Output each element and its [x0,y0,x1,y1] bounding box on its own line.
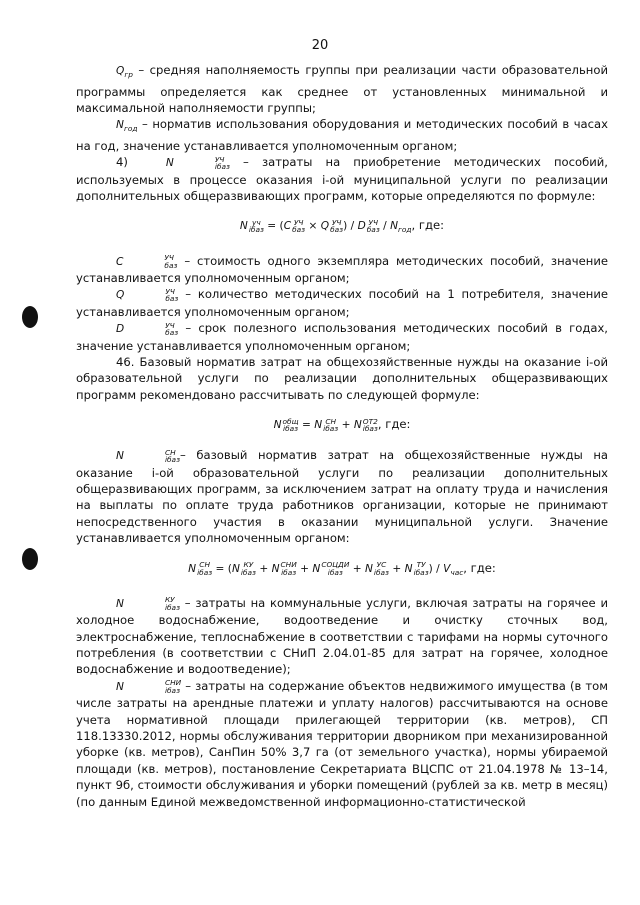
paragraph-quch: Q УЧ баз – количество методических пособий на 1 потребителя, значение устанавливается уполномоченным органом; [76,286,608,319]
symbol-ngod: $N_{год}$ [116,119,138,134]
paragraph-nsn: N СН iбаз – базовый норматив затрат на общехозяйственные нужды на оказание i-ой образовательной услуги по реализации дополнительных общеразвивающих программ, за исключением затрат на оплату труда и начисления на выплаты по оплате труда работников организации, которые не принимают непосредственного участия в оказании муниципальной услуги. Значение устанавливается уполномоченным органом: [76,447,608,546]
symbol-qgr: $Q_{гр}$ [116,65,133,80]
document-body [76,62,608,810]
formula-nobsh: N общ iбаз = N СН iбаз + N ОТ2 iбаз , где: [273,416,411,434]
formula-nuch: N уч iбаз = (C УЧ баз × Q УЧ баз ) / D УЧ баз / $N_{год}$, где: [239,218,445,235]
paragraph-nku: N КУ iбаз – затраты на коммунальные услуги, включая затраты на горячее и холодное водоснабжение, водоотведение и очистку сточных вод, электроснабжение, теплоснабжение в соответствии с тарифами на нормы суточного потребления (в соответствии с СНиП 2.04.01-85 для затрат на горячее, холодное водоснабжение и водоотведение); [76,595,608,677]
hole-punch-top [22,306,38,328]
paragraph-ngod: $N_{год}$ – норматив использования оборудования и методических пособий в часах на год, значение устанавливается уполномоченным органом; [76,117,608,153]
formula-nsn: N СН iбаз = (N КУ iбаз + N СНИ iбаз + N СОЦДИ iбаз + N УС iбаз + N ТУ iбаз ) / $V_{час}$, где: [188,560,496,577]
paragraph-duch: D УЧ баз – срок полезного использования методических пособий в годах, значение устанавливается уполномоченным органом; [76,320,608,353]
paragraph-qgr: $Q_{гр}$ – средняя наполняемость группы при реализации части образовательной программы определяется как среднее от установленных минимальной и максимальной наполняемости группы; [76,63,608,115]
page-number: 20 [311,38,329,53]
paragraph-cuch: C УЧ баз – стоимость одного экземпляра методических пособий, значение устанавливается уполномоченным органом; [76,253,608,285]
paragraph-item-4: 4) N УЧ iбаз – затраты на приобретение методических пособий, используемых в процессе оказания i-ой муниципальной услуги по реализации дополнительных общеразвивающих программ, которые определяются по формуле: [76,154,608,204]
item-number: 4) [116,155,128,170]
paragraph-46: 46. Базовый норматив затрат на общехозяйственные нужды на оказание i-ой образовательной услуги по реализации дополнительных общеразвивающих программ рекомендовано рассчитывать по следующей формуле: [76,355,608,402]
hole-punch-bottom [22,548,38,570]
symbol-nuch: N УЧ iбаз [165,154,230,172]
paragraph-nsni: N СНИ iбаз – затраты на содержание объектов недвижимого имущества (в том числе затраты на арендные платежи и уплату налогов) рассчитываются на основе учета нормативной площади прилегающей территории (кв. метров), СП 118.13330.2012, нормы обслуживания территории дворником при механизированной уборке (кв. метров), СанПин 50% 3,7 га (от земельного участка), нормы убираемой площади (кв. метров), постановление Секретариата ВЦСПС от 21.04.1978 № 13–14, пункт 9б, стоимости обслуживания и уборки помещений (рублей за кв. метр в месяц) (по данным Единой межведомственной информационно-статистической [76,678,608,809]
